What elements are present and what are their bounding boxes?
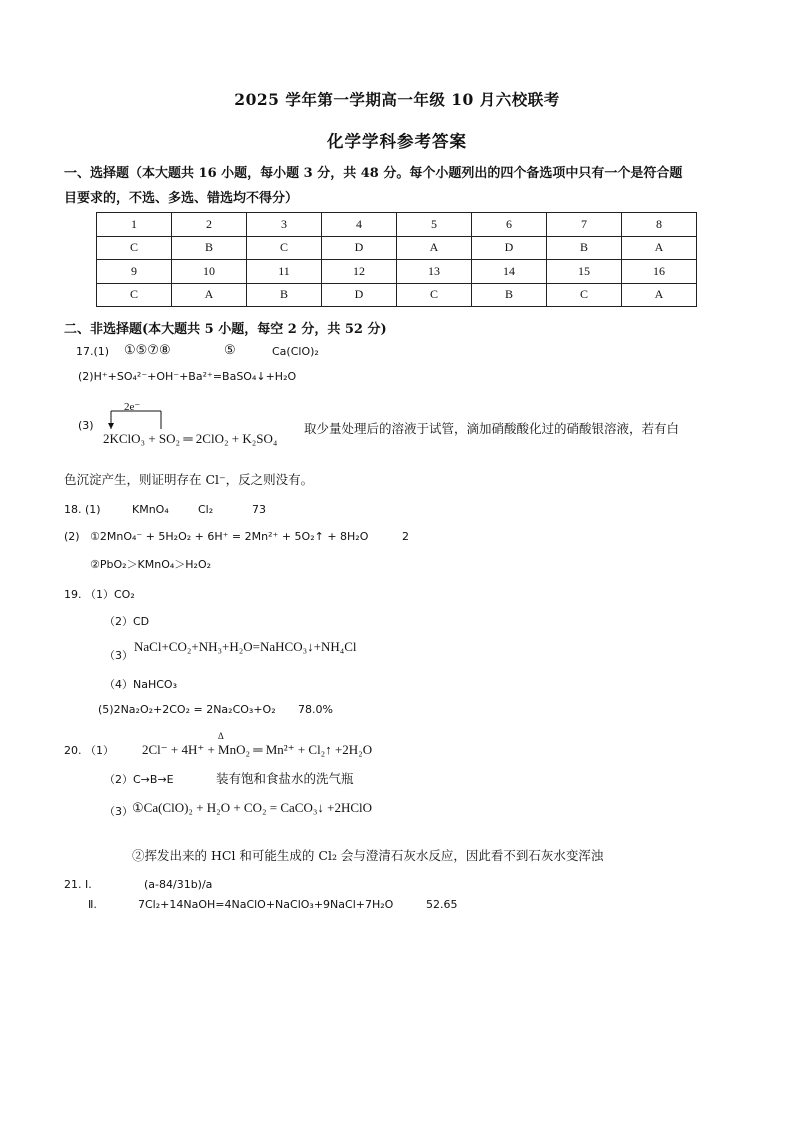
q17-part3-text: 取少量处理后的溶液于试管，滴加硝酸酸化过的硝酸银溶液，若有白 bbox=[304, 421, 680, 436]
q19-part3-label: （3） bbox=[104, 649, 133, 662]
q20-part1-equation: 2Cl⁻ + 4H⁺ + MnO₂ ═ Mn²⁺ + Cl₂↑ +2H₂O bbox=[142, 742, 373, 757]
answer-table-cell: 3 bbox=[247, 213, 322, 237]
q21-part1-answer: (a-84/31b)/a bbox=[144, 878, 213, 891]
answer-table-cell: 5 bbox=[397, 213, 472, 237]
answer-table-cell: C bbox=[247, 236, 322, 260]
answer-table-cell: 12 bbox=[322, 260, 397, 284]
q18-part1-label: 18. (1) bbox=[64, 503, 101, 516]
answer-table-cell: D bbox=[472, 236, 547, 260]
answer-table-row bbox=[97, 213, 697, 237]
q17-part3-equation: 2KClO₃ + SO₂ ═ 2ClO₂ + K₂SO₄ bbox=[103, 431, 278, 446]
q18-part2-label: (2) bbox=[64, 530, 80, 543]
page-title: 2025 学年第一学期高一年级 10 月六校联考 bbox=[234, 90, 560, 109]
section1-heading-line2: 目要求的，不选、多选、错选均不得分） bbox=[64, 191, 299, 206]
answer-table-row bbox=[97, 260, 697, 284]
answer-table-row bbox=[97, 283, 697, 307]
answer-table-cell: 8 bbox=[622, 213, 697, 237]
q19-part4: （4）NaHCO₃ bbox=[104, 678, 177, 691]
answer-table-cell: 14 bbox=[472, 260, 547, 284]
q20-part2-text: 装有饱和食盐水的洗气瓶 bbox=[216, 771, 354, 786]
q20-part3-equation: ①Ca(ClO)₂ + H₂O + CO₂ = CaCO₃↓ +2HClO bbox=[132, 800, 373, 815]
answer-table-cell: C bbox=[397, 283, 472, 307]
q18-part2-order: ②PbO₂＞KMnO₄＞H₂O₂ bbox=[90, 558, 212, 571]
q18-part2-value: 2 bbox=[402, 530, 409, 543]
answer-table-cell: 11 bbox=[247, 260, 322, 284]
answer-table-cell: A bbox=[397, 236, 472, 260]
q19-part5-value: 78.0% bbox=[298, 703, 333, 716]
answer-table-cell: B bbox=[172, 236, 247, 260]
q21-part2-value: 52.65 bbox=[426, 898, 458, 911]
q20-part3-text: ②挥发出来的 HCl 和可能生成的 Cl₂ 会与澄清石灰水反应，因此看不到石灰水变浑浊 bbox=[132, 848, 604, 863]
q18-part1-answer-b: Cl₂ bbox=[198, 503, 214, 516]
answer-table-cell: B bbox=[547, 236, 622, 260]
answer-table-cell: 15 bbox=[547, 260, 622, 284]
q20-part2-label: （2）C→B→E bbox=[104, 773, 174, 786]
q17-part1-answer-a: ①⑤⑦⑧ bbox=[124, 343, 171, 358]
answer-table-cell: D bbox=[322, 236, 397, 260]
answer-table-cell: 4 bbox=[322, 213, 397, 237]
q17-part2-equation: (2)H⁺+SO₄²⁻+OH⁻+Ba²⁺=BaSO₄↓+H₂O bbox=[78, 370, 297, 383]
q17-part1-answer-c: Ca(ClO)₂ bbox=[272, 345, 319, 358]
q21-part2-label: Ⅱ. bbox=[88, 898, 97, 911]
answer-table-cell: 10 bbox=[172, 260, 247, 284]
answer-table-row bbox=[97, 236, 697, 260]
q19-part1: 19. （1）CO₂ bbox=[64, 588, 135, 601]
answer-table-cell: 1 bbox=[97, 213, 172, 237]
answer-table-cell: A bbox=[622, 283, 697, 307]
answer-table-cell: C bbox=[97, 236, 172, 260]
answer-table-cell: 13 bbox=[397, 260, 472, 284]
q17-part3-text2: 色沉淀产生，则证明存在 Cl⁻，反之则没有。 bbox=[64, 472, 314, 487]
section1-heading-line1: 一、选择题（本大题共 16 小题，每小题 3 分，共 48 分。每个小题列出的四个备选项中只有一个是符合题 bbox=[64, 166, 683, 181]
answer-table-cell: 7 bbox=[547, 213, 622, 237]
answer-table-cell: 16 bbox=[622, 260, 697, 284]
answer-table-cell: A bbox=[622, 236, 697, 260]
page-subtitle: 化学学科参考答案 bbox=[327, 132, 467, 151]
q18-part1-answer-a: KMnO₄ bbox=[132, 503, 169, 516]
answer-table-cell: 6 bbox=[472, 213, 547, 237]
q17-part3-label: (3) bbox=[78, 419, 94, 432]
q20-part1-label: 20. （1） bbox=[64, 744, 114, 757]
q18-part1-answer-c: 73 bbox=[252, 503, 266, 516]
q19-part2: （2）CD bbox=[104, 615, 150, 628]
answer-table-cell: C bbox=[97, 283, 172, 307]
q21-part1-label: 21. Ⅰ. bbox=[64, 878, 92, 891]
q20-part1-heat-symbol: Δ bbox=[218, 731, 224, 741]
q17-part3-electrons: 2e⁻ bbox=[124, 401, 141, 413]
q20-part3-label: （3） bbox=[104, 805, 133, 818]
q17-part1-label: 17.(1) bbox=[76, 345, 110, 358]
q21-part2-equation: 7Cl₂+14NaOH=4NaClO+NaClO₃+9NaCl+7H₂O bbox=[138, 898, 394, 911]
answer-table-cell: 9 bbox=[97, 260, 172, 284]
q19-part5-equation: (5)2Na₂O₂+2CO₂ = 2Na₂CO₃+O₂ bbox=[98, 703, 276, 716]
answer-table-cell: D bbox=[322, 283, 397, 307]
answer-table bbox=[96, 212, 697, 307]
q18-part2-equation: ①2MnO₄⁻ + 5H₂O₂ + 6H⁺ = 2Mn²⁺ + 5O₂↑ + 8H₂O bbox=[90, 530, 369, 543]
answer-table-cell: B bbox=[247, 283, 322, 307]
q19-part3-equation: NaCl+CO₂+NH₃+H₂O=NaHCO₃↓+NH₄Cl bbox=[134, 639, 357, 654]
answer-table-cell: B bbox=[472, 283, 547, 307]
answer-table-cell: A bbox=[172, 283, 247, 307]
q17-part1-answer-b: ⑤ bbox=[224, 343, 236, 358]
answer-table-cell: C bbox=[547, 283, 622, 307]
answer-table-cell: 2 bbox=[172, 213, 247, 237]
section2-heading: 二、非选择题(本大题共 5 小题，每空 2 分，共 52 分) bbox=[64, 322, 387, 337]
